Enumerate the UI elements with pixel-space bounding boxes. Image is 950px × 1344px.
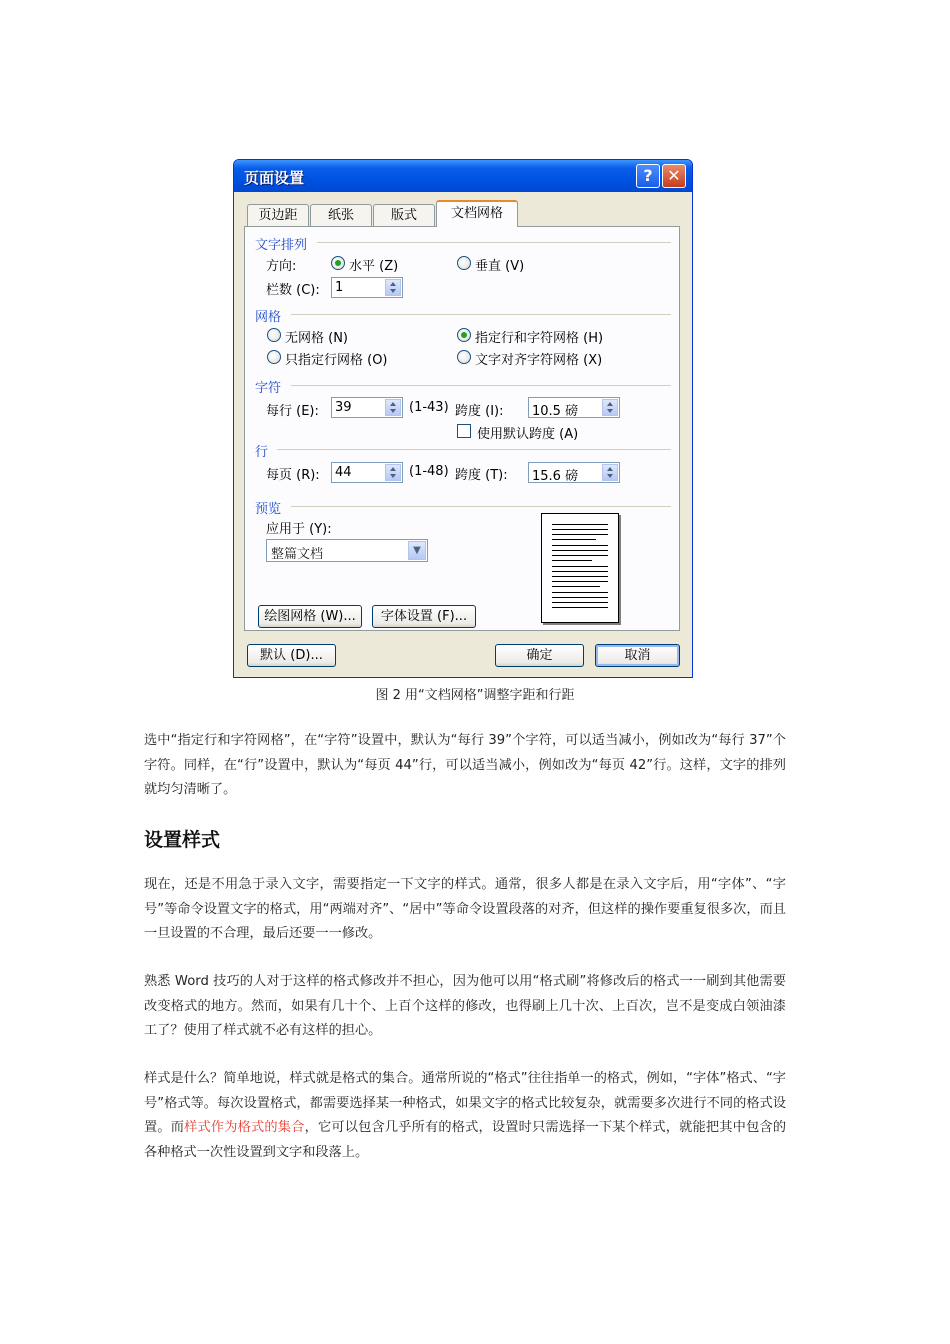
tab-document-grid[interactable]: 文档网格 — [436, 200, 518, 227]
preview-line — [552, 539, 596, 540]
preview-line — [552, 555, 608, 556]
preview-line — [552, 581, 608, 582]
chevron-down-icon[interactable]: ▼ — [408, 541, 426, 560]
section-characters: 字符 — [255, 381, 282, 396]
line-pitch-value: 15.6 磅 — [532, 469, 579, 484]
dialog-titlebar[interactable] — [234, 160, 692, 192]
divider — [277, 449, 671, 450]
page-setup-dialog — [233, 159, 693, 678]
preview-line — [552, 550, 608, 551]
chars-per-line-spinner[interactable] — [331, 397, 403, 418]
font-settings-button[interactable]: 字体设置 (F)... — [372, 605, 476, 628]
preview-line — [552, 566, 608, 567]
apply-to-select[interactable] — [266, 539, 428, 562]
paragraph-why-styles: 现在，还是不用急于录入文字，需要指定一下文字的样式。通常，很多人都是在录入文字后，用“字体”、“字号”等命令设置文字的格式，用“两端对齐”、“居中”等命令设置段落的对齐，但这样的操作要重复很多次，而且一旦设置的不合理，最后还要一一修改。 — [144, 877, 786, 942]
tab-margins[interactable]: 页边距 — [247, 204, 309, 226]
section-text-layout: 文字排列 — [255, 238, 308, 253]
lines-per-page-range: (1-48) — [409, 464, 449, 479]
preview-line — [552, 545, 608, 546]
horizontal-radio[interactable] — [331, 256, 345, 270]
preview-line — [552, 602, 608, 603]
columns-spinner[interactable] — [331, 277, 403, 298]
spinner-arrows-icon[interactable] — [602, 399, 618, 416]
horizontal-label: 水平 (Z) — [349, 259, 399, 274]
chars-per-line-range: (1-43) — [409, 400, 449, 415]
text-run: 样式是什么？简单地说，样式就是格式的集合。通常所说的“格式”往往指单一的格式，例如，“字体”格式、“字号”格式等。每次设置格式，都需要选择某一种格式，如果文字的格式比较复杂，就需要多次进行不同的格式设置。而 — [144, 1071, 786, 1136]
preview-line — [552, 576, 608, 577]
help-icon[interactable]: ? — [636, 164, 660, 188]
vertical-label: 垂直 (V) — [475, 259, 525, 274]
line-pitch-label: 跨度 (T): — [455, 468, 508, 483]
tab-panel — [244, 226, 680, 631]
line-and-char-grid-radio[interactable] — [457, 328, 471, 342]
spinner-arrows-icon[interactable] — [385, 399, 401, 416]
line-and-char-grid-label: 指定行和字符网格 (H) — [475, 331, 604, 346]
direction-label: 方向: — [266, 259, 297, 274]
lines-per-page-label: 每页 (R): — [266, 468, 320, 483]
divider — [291, 385, 671, 386]
divider — [291, 506, 671, 507]
preview-line — [552, 571, 608, 572]
highlighted-phrase: 样式作为格式的集合 — [184, 1120, 305, 1136]
spinner-arrows-icon[interactable] — [385, 464, 401, 481]
use-default-pitch-checkbox[interactable] — [457, 424, 471, 438]
section-heading: 设置样式 — [144, 829, 221, 851]
section-preview: 预览 — [255, 502, 282, 517]
tab-paper[interactable]: 纸张 — [310, 204, 372, 226]
page-preview — [541, 513, 619, 623]
line-pitch-spinner[interactable] — [528, 462, 620, 483]
char-pitch-label: 跨度 (I): — [455, 404, 504, 419]
preview-line — [552, 529, 608, 530]
snap-to-char-grid-radio[interactable] — [457, 350, 471, 364]
paragraph-grid-explanation: 选中“指定行和字符网格”，在“字符”设置中，默认为“每行 39”个字符，可以适当减小，例如改为“每行 37”个字符。同样，在“行”设置中，默认为“每页 44”行，可以适当减小，例如改为“每页 42”行。这样，文字的排列就均匀清晰了。 — [144, 733, 786, 798]
no-grid-radio[interactable] — [267, 328, 281, 342]
spinner-arrows-icon[interactable] — [385, 279, 401, 296]
no-grid-label: 无网格 (N) — [285, 331, 349, 346]
chars-per-line-value: 39 — [335, 400, 352, 415]
preview-line — [552, 597, 608, 598]
line-grid-only-label: 只指定行网格 (O) — [285, 353, 388, 368]
default-button[interactable]: 默认 (D)... — [247, 644, 336, 667]
preview-line — [552, 534, 608, 535]
preview-line — [552, 586, 600, 587]
char-pitch-value: 10.5 磅 — [532, 404, 579, 419]
divider — [291, 314, 671, 315]
columns-label: 栏数 (C): — [266, 283, 320, 298]
figure-caption: 图 2 用“文档网格”调整字距和行距 — [375, 688, 575, 703]
apply-to-value: 整篇文档 — [271, 547, 324, 562]
preview-line — [552, 560, 592, 561]
char-pitch-spinner[interactable] — [528, 397, 620, 418]
lines-per-page-value: 44 — [335, 465, 352, 480]
use-default-pitch-label: 使用默认跨度 (A) — [477, 427, 579, 442]
text-run: ，它可以包含几乎所有的格式，设置时只需选择一下某个样式，就能把其中包含的各种格式一次性设置到文字和段落上。 — [144, 1120, 787, 1160]
section-grid: 网格 — [255, 310, 282, 325]
spinner-arrows-icon[interactable] — [602, 464, 618, 481]
paragraph-format-painter: 熟悉 Word 技巧的人对于这样的格式修改并不担心，因为他可以用“格式刷”将修改后的格式一一刷到其他需要改变格式的地方。然而，如果有几十个、上百个这样的修改，也得刷上几十次、上百次，岂不是变成白领油漆工了？使用了样式就不必有这样的担心。 — [144, 974, 786, 1039]
lines-per-page-spinner[interactable] — [331, 462, 403, 483]
line-grid-only-radio[interactable] — [267, 350, 281, 364]
preview-line — [552, 592, 608, 593]
ok-button[interactable]: 确定 — [495, 644, 584, 667]
cancel-button[interactable]: 取消 — [595, 644, 680, 667]
section-lines: 行 — [255, 445, 269, 460]
snap-to-char-grid-label: 文字对齐字符网格 (X) — [475, 353, 603, 368]
apply-to-label: 应用于 (Y): — [266, 522, 332, 537]
divider — [317, 242, 671, 243]
drawing-grid-button[interactable]: 绘图网格 (W)... — [258, 605, 362, 628]
chars-per-line-label: 每行 (E): — [266, 404, 319, 419]
vertical-radio[interactable] — [457, 256, 471, 270]
preview-line — [552, 524, 608, 525]
columns-value: 1 — [335, 280, 344, 295]
close-icon[interactable]: ✕ — [662, 164, 686, 188]
paragraph-what-is-style — [144, 1067, 786, 1165]
dialog-title: 页面设置 — [244, 169, 305, 187]
tab-layout[interactable]: 版式 — [373, 204, 435, 226]
preview-line — [552, 607, 608, 608]
